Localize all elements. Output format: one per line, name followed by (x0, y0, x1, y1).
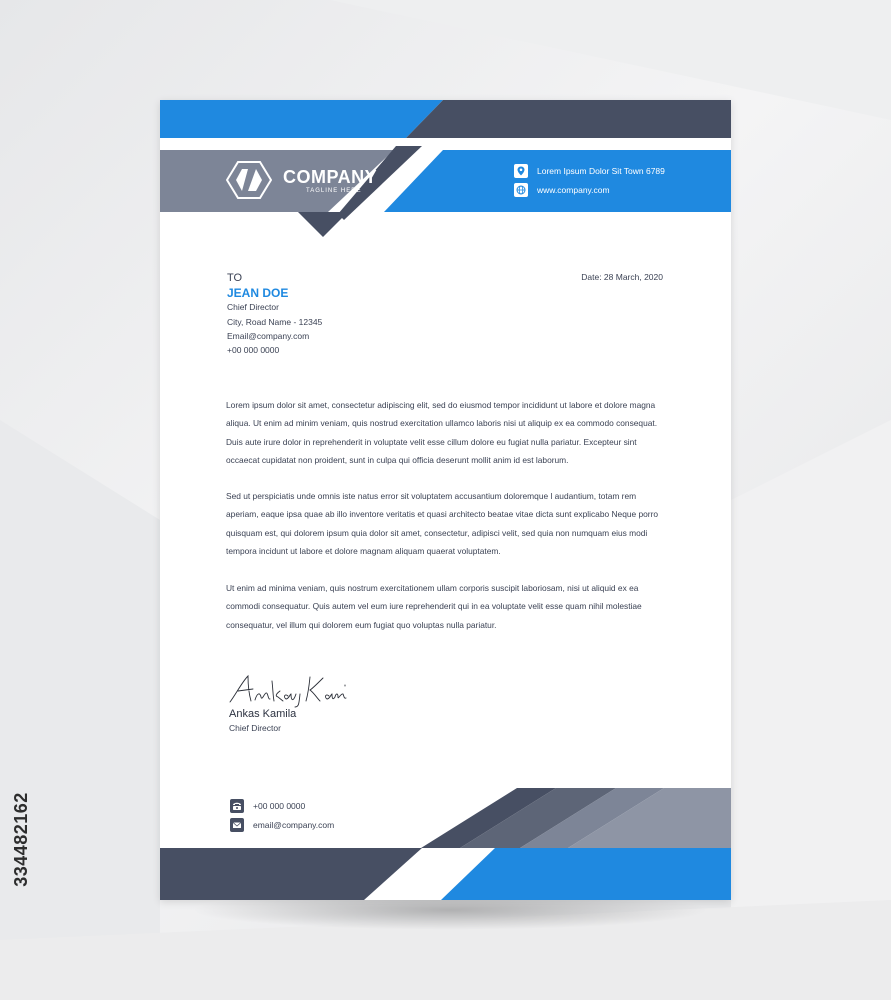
to-label: TO (227, 272, 243, 284)
recipient-phone: +00 000 0000 (227, 345, 280, 355)
globe-icon (514, 183, 528, 197)
header-address: Lorem Ipsum Dolor Sit Town 6789 (537, 166, 665, 176)
letter-date: Date: 28 March, 2020 (581, 272, 663, 282)
recipient-email[interactable]: Email@company.com (227, 331, 310, 341)
footer-phone: +00 000 0000 (253, 801, 306, 811)
stock-id-vertical: 334482162 (10, 791, 31, 887)
body-paragraph-3: Ut enim ad minima veniam, quis nostrum exercitationem ullam corporis suscipit laboriosam, nisi ut aliquid ex ea commodi consequatur. Quis autem vel eum iure reprehenderit qui in ea voluptate velit esse quam nihil molestiae consequatur, vel illum qui dolorem eum fugiat quo voluptas nulla pariatur. (226, 583, 642, 630)
signatory-name: Ankas Kamila (229, 708, 297, 720)
footer-graphic (160, 786, 731, 900)
header-website-row (514, 183, 610, 197)
company-name: COMPANY (283, 167, 378, 187)
hexagon-logo-icon (226, 160, 272, 200)
body-paragraph-2: Sed ut perspiciatis unde omnis iste natus error sit voluptatem accusantium doloremque l audantium, totam rem aperiam, eaque ipsa quae ab illo inventore veritatis et quasi architecto beatae vitae dicta sunt explicabo Neque porro quisquam est, qui dolorem ipsum quia dolor sit amet, consectetur, adipisci velit, sed quia non numquam eius modi tempora incidunt ut labore et dolore magnam aliquam quaerat voluptatem. (226, 491, 659, 556)
recipient-address: City, Road Name - 12345 (227, 317, 323, 327)
recipient-name: JEAN DOE (227, 286, 289, 300)
header-address-row (514, 164, 665, 178)
signatory-title: Chief Director (229, 723, 281, 733)
company-tagline: TAGLINE HERE (306, 188, 362, 194)
location-pin-icon (514, 164, 528, 178)
body-paragraph-1: Lorem ipsum dolor sit amet, consectetur adipiscing elit, sed do eiusmod tempor incididunt ut labore et dolore magna aliqua. Ut enim ad minim veniam, quis nostrud exercitation ullamco laboris nisi ut aliquip ex ea commodo consequat. Duis aute irure dolor in reprehenderit in voluptate velit esse cillum dolore eu fugiat nulla pariatur. Excepteur sint occaecat cupidatat non proident, sunt in culpa qui officia deserunt mollit anim id est laborum. (226, 400, 658, 465)
handwritten-signature (228, 672, 353, 708)
recipient-title: Chief Director (227, 302, 279, 312)
footer-email[interactable]: email@company.com (253, 820, 335, 830)
header-website[interactable]: www.company.com (537, 185, 610, 195)
letterhead-sheet (160, 100, 731, 900)
